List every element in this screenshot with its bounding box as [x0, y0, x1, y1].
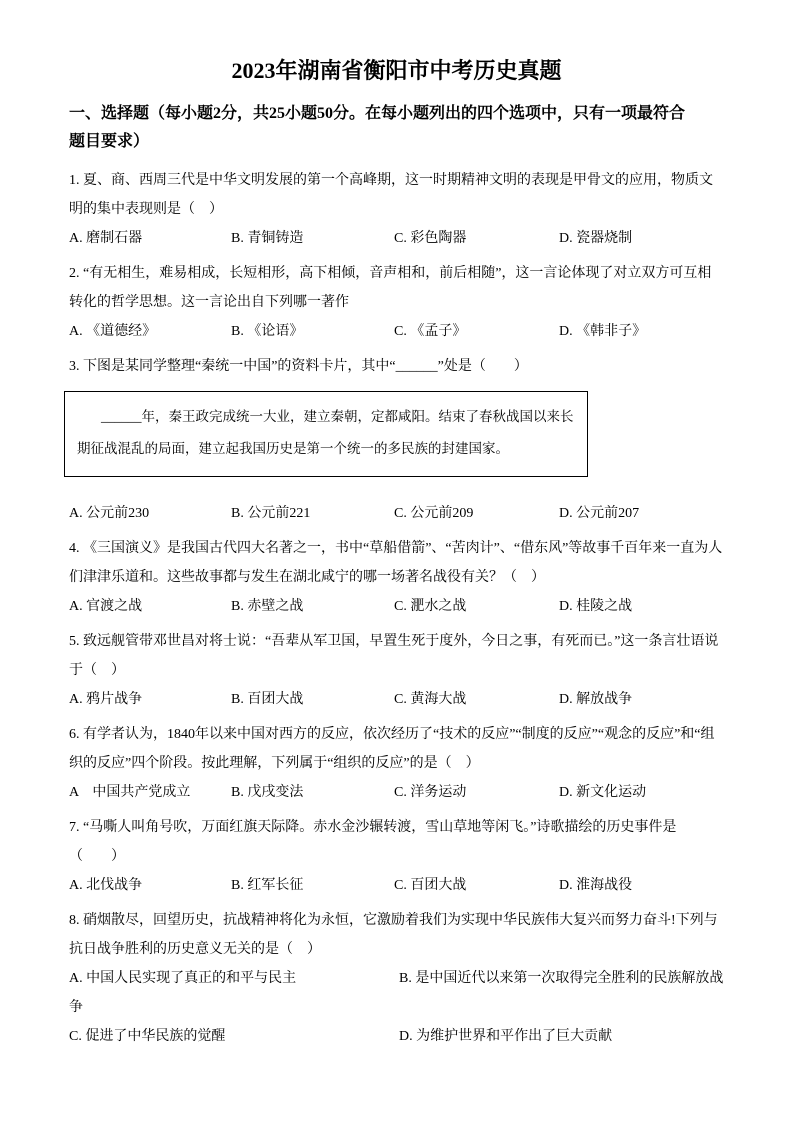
question-block-1 [69, 166, 724, 253]
question-block-6 [69, 720, 724, 807]
option-d: D. 公元前207 [559, 506, 640, 521]
option-c: C. 淝水之战 [394, 599, 467, 614]
question-block-5 [69, 627, 724, 714]
option-a: A. 北伐战争 [69, 878, 143, 893]
question-stem: 1. 夏、商、西周三代是中华文明发展的第一个高峰期，这一时期精神文明的表现是甲骨文的应用，物质文明的集中表现则是（ ） [69, 173, 713, 217]
options-row [69, 778, 724, 807]
option-c: C. 黄海大战 [394, 692, 467, 707]
option-a: A. 磨制石器 [69, 231, 143, 246]
option-c: C. 公元前209 [394, 506, 474, 521]
option-b: B. 《论语》 [231, 324, 304, 339]
option-b: B. 是中国近代以来第一次取得完全胜利的民族解放战争 [69, 971, 724, 1015]
question-block-8 [69, 906, 724, 1051]
section-header: 一、选择题（每小题2分，共25小题50分。在每小题列出的四个选项中，只有一项最符合题目要求） [69, 105, 686, 150]
question-stem: 7. “马嘶人叫角号吹，万面红旗天际降。赤水金沙辗转渡，雪山草地等闲飞。”诗歌描绘的历史事件是（ ） [69, 820, 677, 864]
option-c: C. 《孟子》 [394, 324, 467, 339]
option-a: A. 中国人民实现了真正的和平与民主 [69, 971, 297, 986]
option-d: D. 淮海战役 [559, 878, 633, 893]
question-stem: 5. 致远舰管带邓世昌对将士说：“吾辈从军卫国，早置生死于度外，今日之事，有死而已。”这一条言壮语说于（ ） [69, 634, 719, 678]
question-stem: 2. “有无相生，难易相成，长短相形，高下相倾，音声相和，前后相随”，这一言论体现了对立双方可互相转化的哲学思想。这一言论出自下列哪一著作 [69, 266, 712, 310]
option-a: A. 鸦片战争 [69, 692, 143, 707]
option-b: B. 公元前221 [231, 506, 311, 521]
option-a: A. 《道德经》 [69, 324, 157, 339]
question-block-3 [69, 352, 724, 528]
option-b: B. 赤壁之战 [231, 599, 304, 614]
options-row [69, 1022, 724, 1051]
question-block-4 [69, 534, 724, 621]
option-b: B. 青铜铸造 [231, 231, 304, 246]
page-title: 2023年湖南省衡阳市中考历史真题 [231, 58, 562, 83]
option-b: B. 戊戌变法 [231, 785, 304, 800]
option-a: A 中国共产党成立 [69, 785, 191, 800]
question-stem: 6. 有学者认为，1840年以来中国对西方的反应，依次经历了“技术的反应”“制度的反应”“观念的反应”和“组织的反应”四个阶段。按此理解，下列属于“组织的反应”的是（ ） [69, 727, 715, 771]
option-d: D. 桂陵之战 [559, 599, 633, 614]
options-row [69, 499, 724, 528]
option-c: C. 百团大战 [394, 878, 467, 893]
resource-card-text: ______年，秦王政完成统一大业，建立秦朝，定都咸阳。结束了春秋战国以来长期征战混乱的局面，建立起我国历史是第一个统一的多民族的封建国家。 [77, 409, 574, 456]
option-d: D. 为维护世界和平作出了巨大贡献 [399, 1029, 613, 1044]
option-a: A. 公元前230 [69, 506, 150, 521]
options-row [69, 964, 724, 1022]
option-c: C. 促进了中华民族的觉醒 [69, 1029, 226, 1044]
question-stem: 8. 硝烟散尽，回望历史，抗战精神将化为永恒，它激励着我们为实现中华民族伟大复兴而努力奋斗!下列与抗日战争胜利的历史意义无关的是（ ） [69, 913, 718, 957]
question-block-7 [69, 813, 724, 900]
option-b: B. 红军长征 [231, 878, 304, 893]
options-row [69, 871, 724, 900]
option-d: D. 新文化运动 [559, 785, 647, 800]
question-block-2 [69, 259, 724, 346]
options-row [69, 317, 724, 346]
question-stem: 3. 下图是某同学整理“秦统一中国”的资料卡片，其中“______”处是（ ） [69, 359, 528, 374]
question-stem: 4. 《三国演义》是我国古代四大名著之一，书中“草船借箭”、“苦肉计”、“借东风”等故事千百年来一直为人们津津乐道和。这些故事都与发生在湖北咸宁的哪一场著名战役有关？（ ） [69, 541, 723, 585]
option-b: B. 百团大战 [231, 692, 304, 707]
option-d: D. 《韩非子》 [559, 324, 647, 339]
resource-card [64, 391, 588, 477]
options-row [69, 224, 724, 253]
option-a: A. 官渡之战 [69, 599, 143, 614]
option-d: D. 瓷器烧制 [559, 231, 633, 246]
options-row [69, 685, 724, 714]
option-c: C. 洋务运动 [394, 785, 467, 800]
option-d: D. 解放战争 [559, 692, 633, 707]
option-c: C. 彩色陶器 [394, 231, 467, 246]
options-row [69, 592, 724, 621]
